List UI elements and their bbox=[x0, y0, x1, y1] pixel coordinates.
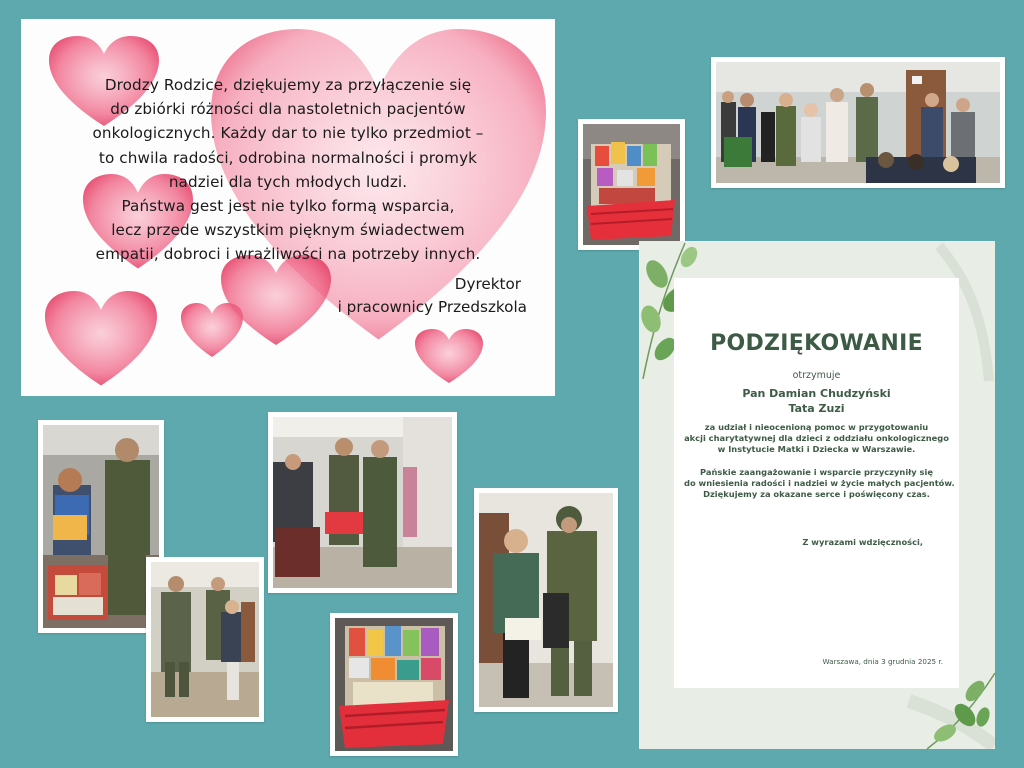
letter-line: empatii, dobroci i wrażliwości na potrzeby innych. bbox=[95, 245, 481, 264]
group-photo-icon bbox=[716, 62, 1000, 183]
certificate-body-line: w Instytucie Matki i Dziecka w Warszawie. bbox=[717, 444, 916, 455]
photo-corridor-crowd bbox=[711, 57, 1005, 188]
signature-title: Dyrektor bbox=[454, 275, 521, 293]
certificate-body-line: akcji charytatywnej dla dzieci z oddziału onkologicznego bbox=[684, 433, 949, 444]
certificate-receives: otrzymuje bbox=[792, 370, 841, 381]
certificate-body bbox=[684, 422, 955, 500]
certificate-body-line: Pańskie zaangażowanie i wsparcie przyczyniły się bbox=[700, 466, 933, 477]
basket-photo-icon bbox=[335, 618, 453, 751]
letter-signature bbox=[338, 273, 527, 319]
photo-hallway-soldiers bbox=[268, 412, 457, 593]
recipient-role: Tata Zuzi bbox=[788, 402, 845, 415]
letter-line: onkologicznych. Każdy dar to nie tylko przedmiot – bbox=[92, 124, 484, 143]
certificate-paper bbox=[674, 278, 959, 688]
certificate-recipient bbox=[674, 386, 959, 416]
letter-line: Państwa gest jest nie tylko formą wsparcia, bbox=[121, 197, 455, 216]
letter-line: do zbiórki różności dla nastoletnich pacjentów bbox=[110, 100, 466, 119]
letter-line: to chwila radości, odrobina normalności i promyk bbox=[98, 148, 478, 167]
letter-line: lecz przede wszystkim pięknym świadectwem bbox=[111, 221, 465, 240]
soldier-photo-icon bbox=[43, 425, 159, 628]
photo-gift-basket-large bbox=[330, 613, 458, 756]
letter-message bbox=[51, 73, 525, 267]
soldier-photo-icon bbox=[479, 493, 613, 707]
signature-staff: i pracownicy Przedszkola bbox=[337, 298, 527, 316]
letter-line: Drodzy Rodzice, dziękujemy za przyłączenie się bbox=[104, 76, 472, 94]
soldier-photo-icon bbox=[273, 417, 452, 588]
certificate-body-line bbox=[684, 456, 949, 467]
basket-photo-icon bbox=[583, 124, 680, 245]
thank-you-letter-card bbox=[21, 19, 555, 396]
letter-line: nadziei dla tych młodych ludzi. bbox=[168, 172, 408, 191]
certificate-regards: Z wyrazami wdzięczności, bbox=[802, 537, 923, 547]
photo-gift-basket-small bbox=[578, 119, 685, 250]
certificate-title: PODZIĘKOWANIE bbox=[710, 331, 923, 356]
certificate-card bbox=[639, 241, 995, 749]
soldier-photo-icon bbox=[151, 562, 259, 717]
photo-woman-and-soldier bbox=[474, 488, 618, 712]
certificate-body-line: do wniesienia radości i nadziei w życie małych pacjentów. bbox=[684, 478, 955, 489]
photo-soldier-walking bbox=[146, 557, 264, 722]
certificate-body-line: za udział i nieocenioną pomoc w przygotowaniu bbox=[704, 422, 929, 432]
leaf-branch-icon bbox=[917, 671, 997, 751]
certificate-date: Warszawa, dnia 3 grudnia 2025 r. bbox=[822, 657, 943, 666]
certificate-body-line: Dziękujemy za okazane serce i poświęcony czas. bbox=[703, 489, 930, 500]
recipient-name: Pan Damian Chudzyński bbox=[742, 387, 891, 400]
